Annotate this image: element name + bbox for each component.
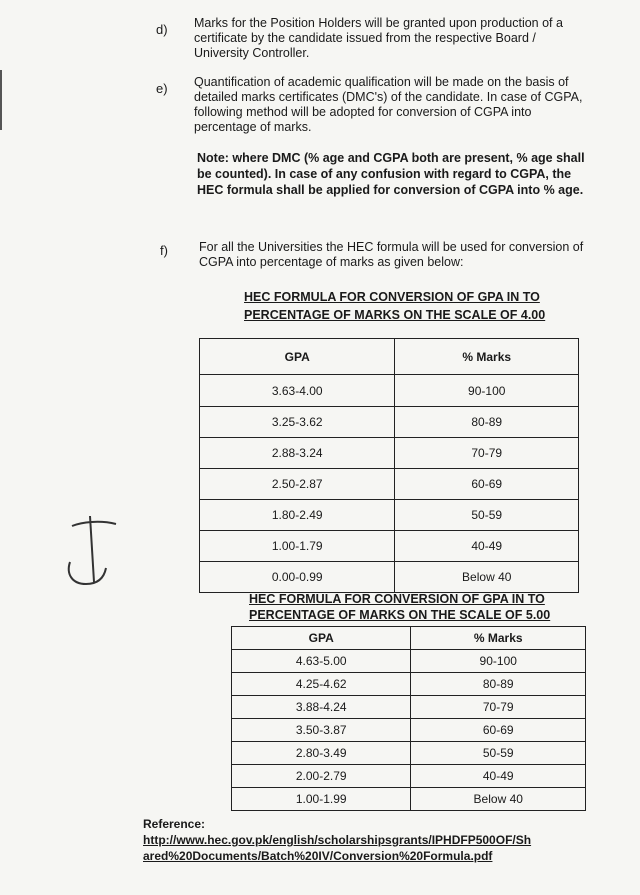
table-row — [200, 531, 579, 562]
table-row — [232, 719, 586, 742]
table-row — [200, 562, 579, 593]
table-row — [232, 673, 586, 696]
table-cell-gpa: 3.50-3.87 — [232, 719, 411, 742]
table-row — [200, 375, 579, 407]
table-cell-marks: Below 40 — [395, 562, 579, 593]
item-e-note: Note: where DMC (% age and CGPA both are present, % age shall be counted). In case of any confusion with regard to CGPA, the HEC formula shall be applied for conversion of CGPA into % age. — [197, 151, 585, 197]
item-d-text: Marks for the Position Holders will be granted upon production of a certificate by the candidate issued from the respective Board / University Controller. — [194, 16, 563, 60]
item-e-text: Quantification of academic qualification will be made on the basis of detailed marks certificates (DMC's) of the candidate. In case of CGPA, following method will be adopted for conversion of CGPA into percentage of marks. — [194, 75, 583, 134]
table2-header-gpa: GPA — [232, 627, 411, 650]
table-row — [200, 469, 579, 500]
table-cell-marks: 70-79 — [395, 438, 579, 469]
table-row — [232, 765, 586, 788]
table-cell-marks: 60-69 — [395, 469, 579, 500]
table-cell-marks: 90-100 — [411, 650, 586, 673]
table-row — [200, 407, 579, 438]
table-cell-gpa: 3.88-4.24 — [232, 696, 411, 719]
item-f-label: f) — [160, 243, 168, 258]
table-cell-gpa: 1.80-2.49 — [200, 500, 395, 531]
table2-header-marks: % Marks — [411, 627, 586, 650]
table-cell-marks: 40-49 — [411, 765, 586, 788]
page-edge-mark — [0, 70, 2, 130]
table-cell-marks: Below 40 — [411, 788, 586, 811]
reference-label: Reference: — [143, 817, 206, 831]
table1-title-line1: HEC FORMULA FOR CONVERSION OF GPA IN TO — [244, 290, 540, 304]
table-cell-gpa: 0.00-0.99 — [200, 562, 395, 593]
table-cell-gpa: 4.63-5.00 — [232, 650, 411, 673]
table-cell-gpa: 4.25-4.62 — [232, 673, 411, 696]
table-row — [232, 696, 586, 719]
table-cell-gpa: 2.00-2.79 — [232, 765, 411, 788]
table-cell-gpa: 2.80-3.49 — [232, 742, 411, 765]
table-row — [232, 788, 586, 811]
table-row — [200, 438, 579, 469]
table-row — [200, 500, 579, 531]
table-cell-marks: 60-69 — [411, 719, 586, 742]
table-row — [232, 650, 586, 673]
table-cell-marks: 80-89 — [395, 407, 579, 438]
handwritten-signature — [60, 512, 120, 590]
item-f-text: For all the Universities the HEC formula will be used for conversion of CGPA into percentage of marks as given below: — [199, 240, 584, 269]
table1-title-line2: PERCENTAGE OF MARKS ON THE SCALE OF 4.00 — [244, 308, 546, 322]
table-cell-gpa: 3.25-3.62 — [200, 407, 395, 438]
table-cell-gpa: 2.88-3.24 — [200, 438, 395, 469]
table-row — [232, 742, 586, 765]
table-cell-marks: 80-89 — [411, 673, 586, 696]
table1-header-gpa: GPA — [200, 339, 395, 375]
table-cell-marks: 70-79 — [411, 696, 586, 719]
item-d-label: d) — [156, 22, 168, 37]
reference-url-line1[interactable]: http://www.hec.gov.pk/english/scholarshipsgrants/IPHDFP500OF/Sh — [143, 833, 532, 847]
table-cell-gpa: 1.00-1.99 — [232, 788, 411, 811]
table2-title-line1: HEC FORMULA FOR CONVERSION OF GPA IN TO — [249, 592, 545, 606]
table-cell-marks: 40-49 — [395, 531, 579, 562]
table-cell-marks: 50-59 — [395, 500, 579, 531]
table-cell-marks: 50-59 — [411, 742, 586, 765]
table-cell-gpa: 1.00-1.79 — [200, 531, 395, 562]
gpa-table-scale-4 — [199, 338, 579, 593]
reference-url-line2[interactable]: ared%20Documents/Batch%20IV/Conversion%20Formula.pdf — [143, 849, 493, 863]
item-e-label: e) — [156, 81, 168, 96]
table-cell-gpa: 2.50-2.87 — [200, 469, 395, 500]
gpa-table-scale-5 — [231, 626, 586, 811]
table2-title-line2: PERCENTAGE OF MARKS ON THE SCALE OF 5.00 — [249, 608, 551, 622]
table-cell-gpa: 3.63-4.00 — [200, 375, 395, 407]
table-cell-marks: 90-100 — [395, 375, 579, 407]
table1-header-marks: % Marks — [395, 339, 579, 375]
